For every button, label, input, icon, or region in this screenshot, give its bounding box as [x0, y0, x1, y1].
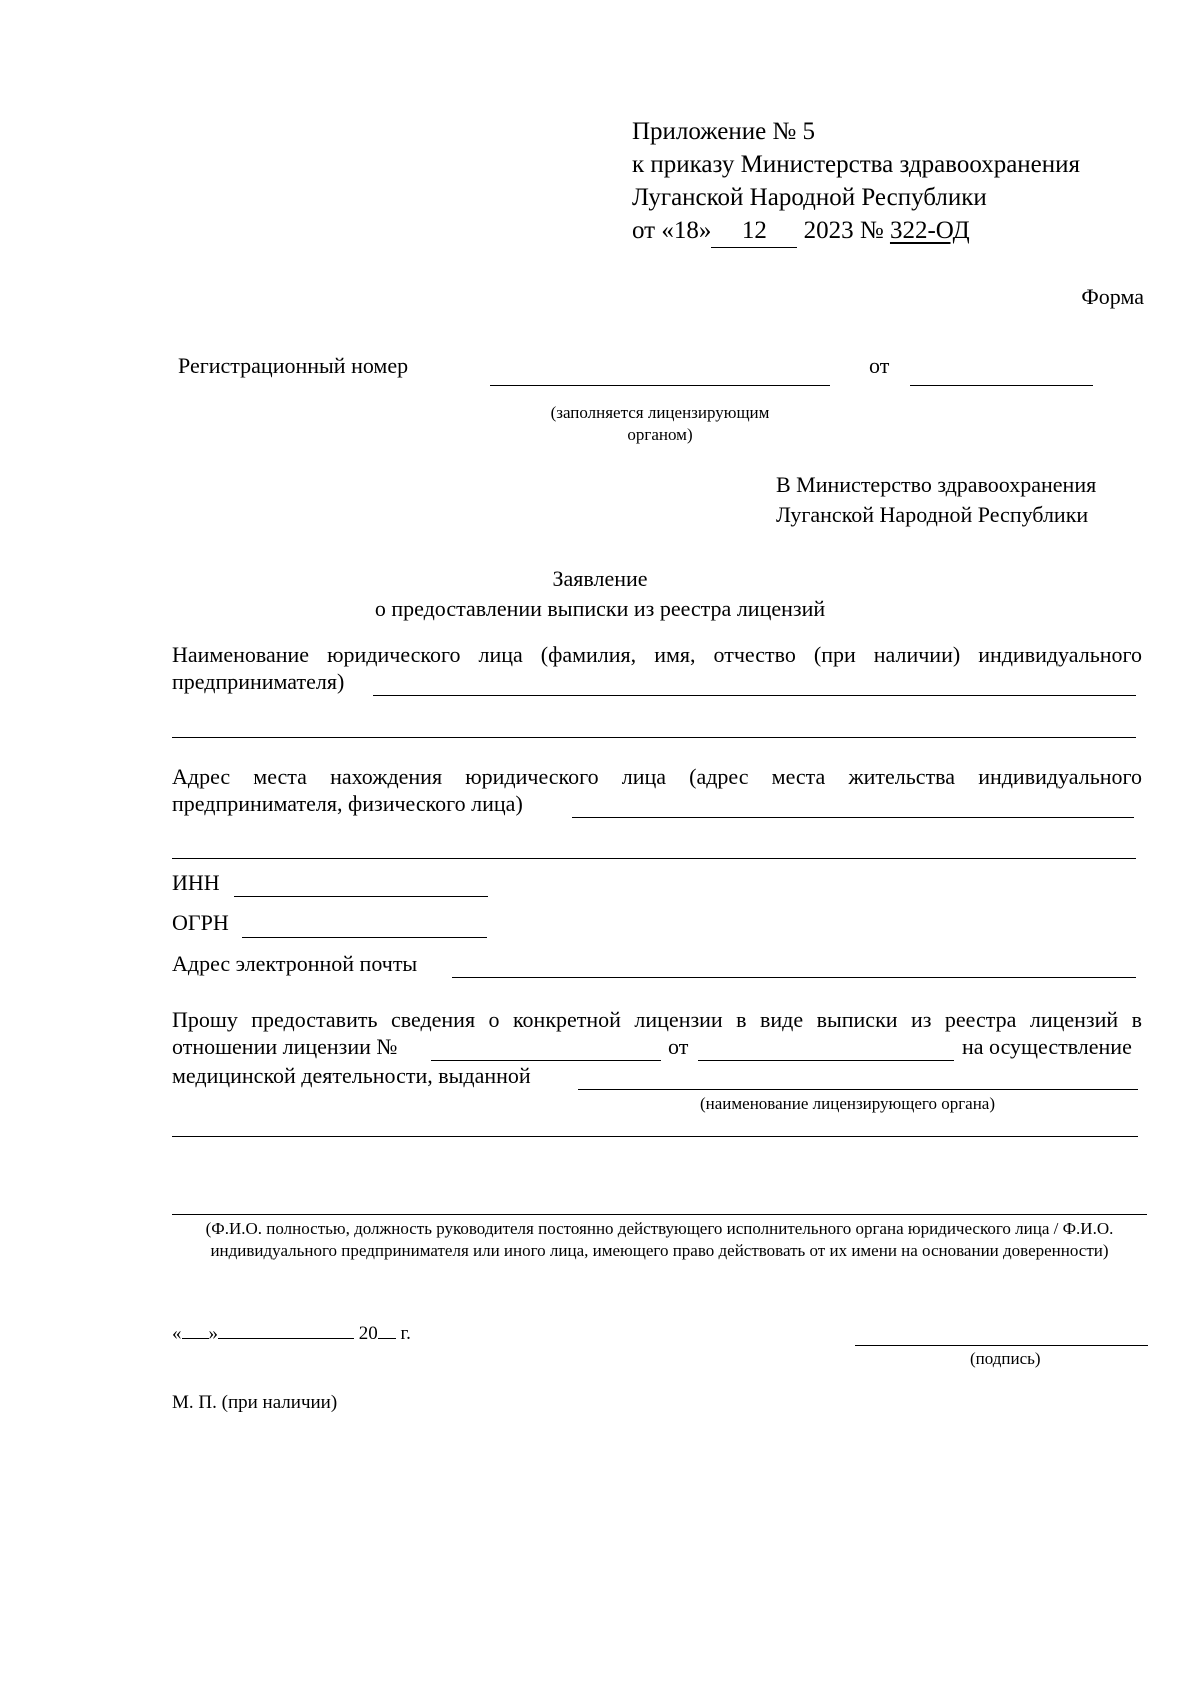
address-label: Адрес места нахождения юридического лица (адрес места жительства индивидуального	[172, 764, 1142, 789]
entity-name-label: Наименование юридического лица (фамилия, имя, отчество (при наличии) индивидуального	[172, 642, 1142, 667]
registration-date-field[interactable]	[910, 385, 1093, 386]
form-label: Форма	[1081, 284, 1144, 309]
request-text-line-2-end: на осуществление	[962, 1034, 1132, 1059]
entity-name-field[interactable]	[373, 695, 1136, 696]
stamp-note: М. П. (при наличии)	[172, 1392, 338, 1413]
order-reference	[632, 115, 1080, 247]
document-title	[0, 564, 1200, 624]
registration-date-label: от	[869, 353, 890, 378]
order-date-year: 2023 №	[803, 217, 884, 244]
sign-year-field[interactable]	[378, 1338, 396, 1339]
inn-field[interactable]	[234, 896, 488, 897]
signer-note: (Ф.И.О. полностью, должность руководителя постоянно действующего исполнительного органа юридического лица / Ф.И.О. индивидуального предпринимателя или иного лица, имеющего право действовать от их имени на основании доверенности)	[205, 1219, 1114, 1260]
addressee-line-2: Луганской Народной Республики	[776, 502, 1089, 527]
sign-day-field[interactable]	[182, 1338, 209, 1339]
address-field[interactable]	[572, 817, 1134, 818]
order-date-line	[632, 214, 1080, 247]
signature-note: (подпись)	[970, 1349, 1041, 1368]
issuing-authority-note: (наименование лицензирующего органа)	[700, 1094, 996, 1113]
email-field[interactable]	[452, 977, 1136, 978]
issuing-authority-field[interactable]	[578, 1089, 1138, 1090]
republic-line: Луганской Народной Республики	[632, 184, 987, 211]
address-field-extra[interactable]	[172, 858, 1136, 859]
license-number-label: отношении лицензии №	[172, 1034, 398, 1059]
sign-date: « » 20 г.	[172, 1323, 411, 1344]
inn-label: ИНН	[172, 870, 220, 895]
registration-number-label: Регистрационный номер	[178, 353, 409, 378]
entity-name-field-extra[interactable]	[172, 737, 1136, 738]
addressee	[776, 470, 1096, 530]
license-date-field[interactable]	[698, 1060, 954, 1061]
license-number-field[interactable]	[431, 1060, 661, 1061]
ogrn-label: ОГРН	[172, 910, 229, 935]
registration-note: (заполняется лицензирующим органом)	[550, 403, 770, 444]
license-date-label: от	[668, 1034, 689, 1059]
signer-name-field[interactable]	[172, 1214, 1147, 1215]
issuing-authority-field-extra[interactable]	[172, 1136, 1138, 1137]
registration-number-field[interactable]	[490, 385, 830, 386]
appendix-number: Приложение № 5	[632, 118, 816, 145]
order-number: 322-ОД	[889, 217, 970, 244]
order-date-month: 12	[711, 214, 797, 248]
title-line-1: Заявление	[552, 566, 648, 591]
order-date-prefix: от «18»	[632, 217, 712, 244]
email-label: Адрес электронной почты	[172, 951, 418, 976]
order-line: к приказу Министерства здравоохранения	[632, 151, 1081, 178]
ogrn-field[interactable]	[242, 937, 487, 938]
request-text-line-3: медицинской деятельности, выданной	[172, 1063, 531, 1088]
sign-month-field[interactable]	[218, 1338, 354, 1339]
addressee-line-1: В Министерство здравоохранения	[776, 472, 1097, 497]
signature-field[interactable]	[855, 1345, 1148, 1346]
address-line2: предпринимателя, физического лица)	[172, 791, 523, 816]
request-text-line-1: Прошу предоставить сведения о конкретной лицензии в виде выписки из реестра лицензий в	[172, 1007, 1142, 1032]
entity-name-line2: предпринимателя)	[172, 669, 345, 694]
title-line-2: о предоставлении выписки из реестра лицензий	[374, 596, 826, 621]
